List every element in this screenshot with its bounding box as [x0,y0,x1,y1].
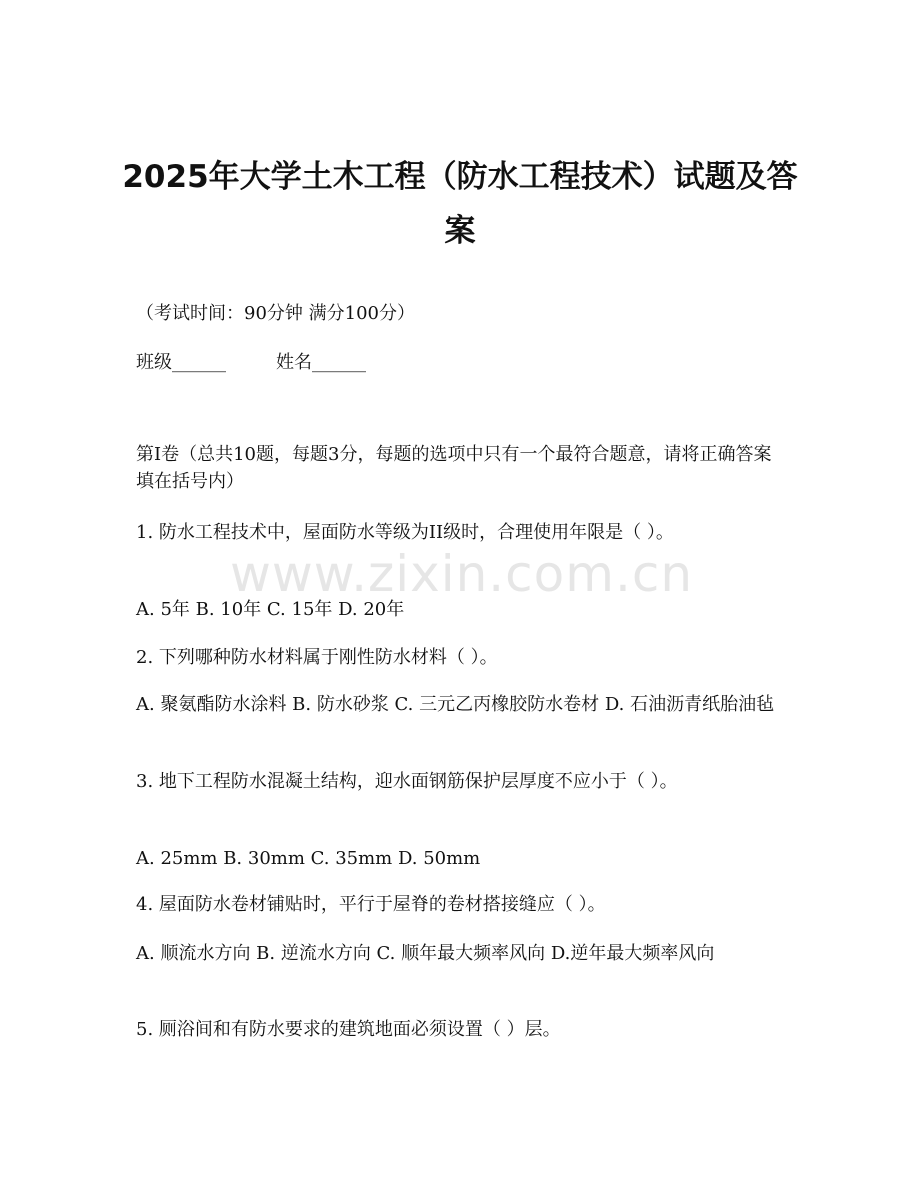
question-stem: 1. 防水工程技术中，屋面防水等级为II级时，合理使用年限是（ ）。 [136,522,674,543]
question-options: A. 顺流水方向 B. 逆流水方向 C. 顺年最大频率风向 D.逆年最大频率风向 [136,943,715,964]
question-stem: 5. 厕浴间和有防水要求的建筑地面必须设置（ ）层。 [136,1019,561,1040]
name-label: 姓名______ [276,352,366,373]
watermark: www.zixin.com.cn [230,545,694,603]
question-stem: 3. 地下工程防水混凝土结构，迎水面钢筋保护层厚度不应小于（ ）。 [136,771,678,792]
class-label: 班级______ [136,352,226,373]
page-title: 2025年大学土木工程（防水工程技术）试题及答案 [122,159,798,249]
question-options: A. 5年 B. 10年 C. 15年 D. 20年 [136,599,405,620]
question-stem: 2. 下列哪种防水材料属于刚性防水材料（ ）。 [136,647,498,668]
question-stem: 4. 屋面防水卷材铺贴时，平行于屋脊的卷材搭接缝应（ ）。 [136,894,606,915]
exam-info: （考试时间：90分钟 满分100分） [136,303,415,324]
question-options: A. 聚氨酯防水涂料 B. 防水砂浆 C. 三元乙丙橡胶防水卷材 D. 石油沥青纸胎油毡 [136,694,775,715]
student-info [136,349,786,376]
section-instructions: 第I卷（总共10题，每题3分，每题的选项中只有一个最符合题意，请将正确答案填在括号内） [136,444,772,492]
question-options: A. 25mm B. 30mm C. 35mm D. 50mm [136,848,481,869]
